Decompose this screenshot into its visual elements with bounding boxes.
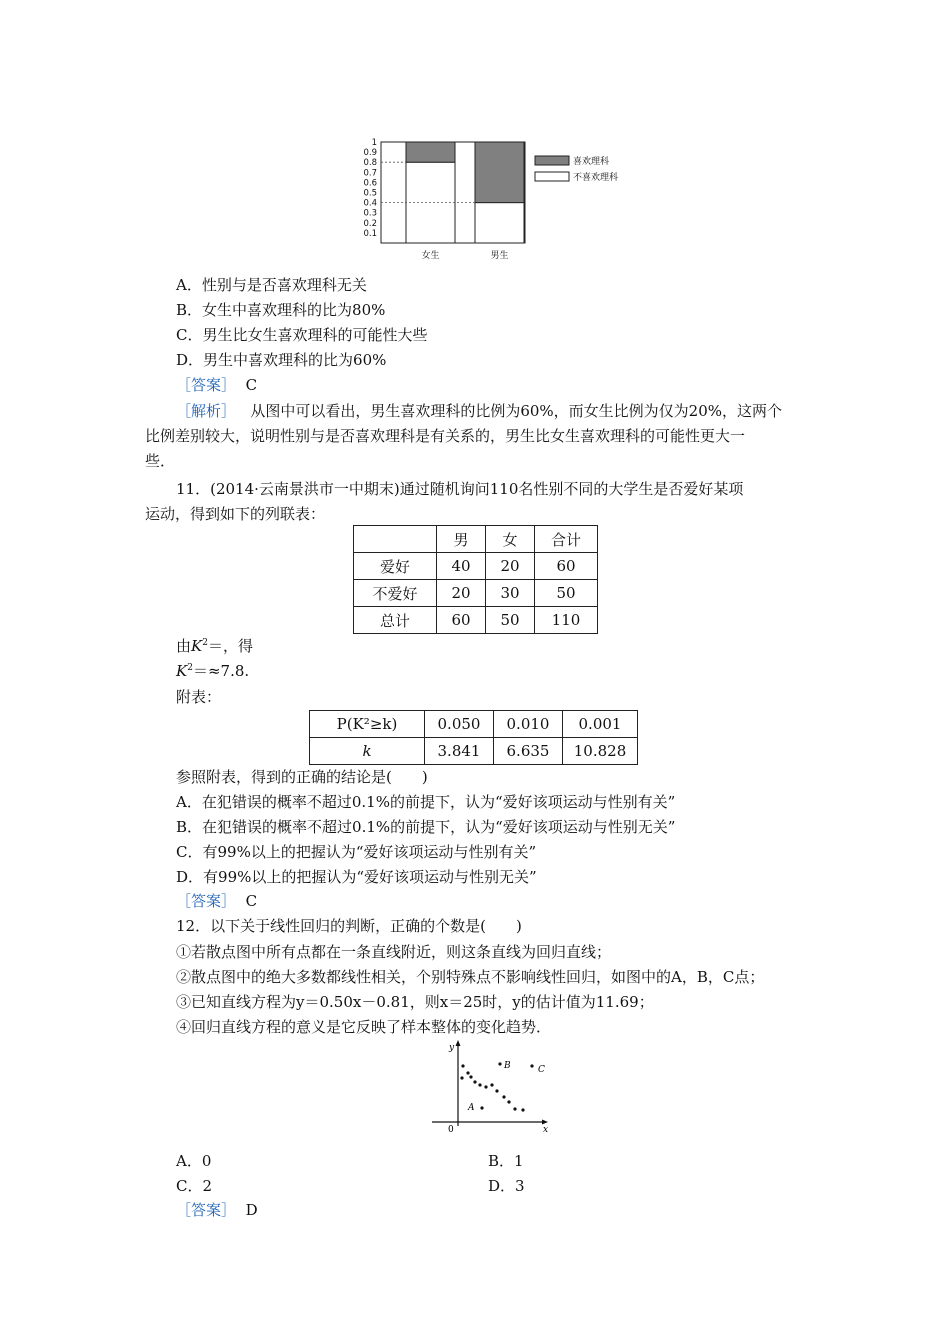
q12-option-b: B．1	[488, 1152, 524, 1170]
superscript: 2	[202, 638, 208, 648]
scatter-point	[507, 1100, 510, 1103]
table-row	[354, 580, 598, 607]
bar-liked	[406, 142, 455, 162]
q12-statement-4: ④回归直线方程的意义是它反映了样本整体的变化趋势．	[176, 1018, 552, 1036]
origin-label: 0	[448, 1125, 454, 1135]
y-tick-label: 0.3	[363, 208, 377, 219]
q12-option-a: A．0	[176, 1152, 212, 1170]
scatter-point	[484, 1085, 487, 1088]
table-cell: 0.001	[563, 711, 638, 738]
point-a-label: A	[468, 1103, 475, 1113]
answer-tag: ［答案］	[176, 892, 237, 910]
q11-stem-line-1: 11．(2014·云南景洪市一中期末)通过随机询问110名性别不同的大学生是否爱好某项	[176, 480, 744, 498]
table-cell: 不爱好	[354, 580, 437, 607]
y-tick-label: 0.1	[363, 228, 377, 239]
table-cell: 10.828	[563, 738, 638, 765]
table-cell: 20	[437, 580, 486, 607]
q12-stem: 12．以下关于线性回归的判断，正确的个数是( )	[176, 917, 522, 935]
y-tick-label: 1	[371, 138, 377, 148]
table-cell: P(K²≥k)	[310, 711, 425, 738]
table-cell: 6.635	[494, 738, 563, 765]
scatter-point	[495, 1089, 498, 1092]
q10-option-b: B．女生中喜欢理科的比为80%	[176, 301, 386, 319]
analysis-tag: ［解析］	[176, 402, 237, 420]
formula-line-1	[176, 636, 253, 656]
y-tick-label: 0.2	[363, 218, 377, 229]
q12-statement-1: ①若散点图中所有点都在一条直线附近，则这条直线为回归直线；	[176, 943, 612, 961]
scatter-point	[461, 1064, 464, 1067]
k-symbol: K	[191, 637, 203, 655]
y-tick-label: 0.8	[363, 158, 377, 169]
table-cell: 男	[437, 526, 486, 553]
y-axis-arrow	[456, 1040, 461, 1046]
table-cell: 60	[535, 553, 598, 580]
scatter-point-c	[530, 1064, 533, 1067]
formula-line-2	[176, 661, 249, 681]
q11-option-d: D．有99%以上的把握认为“爱好该项运动与性别无关”	[176, 868, 537, 886]
q11-answer	[176, 891, 257, 911]
q10-analysis-line-3: 些．	[145, 452, 176, 470]
q10-option-d: D．男生中喜欢理科的比为60%	[176, 351, 387, 369]
q12-option-c: C．2	[176, 1177, 213, 1195]
q10-analysis-line-2: 比例差别较大，说明性别与是否喜欢理科是有关系的，男生比女生喜欢理科的可能性更大一	[145, 427, 746, 445]
answer-value: C	[245, 892, 258, 910]
table-cell: 20	[486, 553, 535, 580]
k-label: k	[362, 742, 372, 760]
legend-swatch	[535, 172, 569, 181]
table-cell: 110	[535, 607, 598, 634]
q10-analysis-line-1	[176, 401, 782, 421]
y-tick-label: 0.9	[363, 148, 377, 159]
table-cell	[310, 738, 425, 765]
table-row	[310, 711, 638, 738]
table-row	[354, 553, 598, 580]
answer-value: C	[245, 376, 258, 394]
legend-label: 不喜欢理科	[573, 173, 619, 183]
scatter-point	[521, 1108, 524, 1111]
answer-value: D	[245, 1201, 258, 1219]
category-label: 男生	[490, 251, 509, 261]
y-tick-label: 0.4	[363, 198, 377, 209]
scatter-point	[502, 1095, 505, 1098]
table-cell: 50	[486, 607, 535, 634]
stacked-bar-chart	[355, 130, 645, 268]
table-cell: 0.050	[425, 711, 494, 738]
table-cell: 3.841	[425, 738, 494, 765]
q12-statement-2: ②散点图中的绝大多数都线性相关，个别特殊点不影响线性回归，如图中的A，B，C点；	[176, 968, 765, 986]
table-row	[354, 526, 598, 553]
q11-option-b: B．在犯错误的概率不超过0.1%的前提下，认为“爱好该项运动与性别无关”	[176, 818, 676, 836]
table-cell	[354, 526, 437, 553]
scatter-point	[473, 1080, 476, 1083]
answer-tag: ［答案］	[176, 1201, 237, 1219]
appendix-label: 附表：	[176, 688, 222, 706]
table-cell: 0.010	[494, 711, 563, 738]
table-cell: 总计	[354, 607, 437, 634]
scatter-point	[478, 1083, 481, 1086]
scatter-point-a	[480, 1106, 483, 1109]
point-b-label: B	[504, 1061, 511, 1071]
answer-tag: ［答案］	[176, 376, 237, 394]
probability-table	[309, 710, 638, 765]
y-tick-label: 0.7	[363, 168, 377, 179]
q11-option-a: A．在犯错误的概率不超过0.1%的前提下，认为“爱好该项运动与性别有关”	[176, 793, 676, 811]
table-cell: 40	[437, 553, 486, 580]
bar-not-liked	[475, 203, 524, 243]
scatter-point	[469, 1075, 472, 1078]
table-cell: 女	[486, 526, 535, 553]
scatter-point-b	[498, 1062, 501, 1065]
table-row	[354, 607, 598, 634]
q12-statement-3: ③已知直线方程为y＝0.50x－0.81，则x＝25时，y的估计值为11.69；	[176, 993, 654, 1011]
legend-label: 喜欢理科	[573, 157, 610, 167]
table-row	[310, 738, 638, 765]
q11-prompt: 参照附表，得到的正确的结论是( )	[176, 768, 428, 786]
table-cell: 30	[486, 580, 535, 607]
k-symbol: K	[176, 662, 188, 680]
table-cell: 50	[535, 580, 598, 607]
point-c-label: C	[538, 1065, 545, 1075]
q11-option-c: C．有99%以上的把握认为“爱好该项运动与性别有关”	[176, 843, 537, 861]
q11-stem-line-2: 运动，得到如下的列联表：	[145, 505, 326, 523]
y-tick-label: 0.6	[363, 178, 377, 189]
q10-answer	[176, 375, 257, 395]
scatter-point	[490, 1083, 493, 1086]
q10-option-a: A．性别与是否喜欢理科无关	[176, 276, 367, 294]
formula-suffix: ＝，得	[207, 637, 253, 655]
q10-option-c: C．男生比女生喜欢理科的可能性大些	[176, 326, 428, 344]
category-label: 女生	[421, 251, 440, 261]
superscript: 2	[187, 663, 193, 673]
x-axis-label: x	[543, 1125, 549, 1135]
y-axis-label: y	[449, 1043, 455, 1053]
formula-prefix: 由	[176, 637, 192, 655]
scatter-point	[466, 1071, 469, 1074]
y-tick-label: 0.5	[363, 188, 377, 199]
scatter-point	[460, 1076, 463, 1079]
q12-option-d: D．3	[488, 1177, 525, 1195]
formula-result: ＝≈7.8.	[192, 662, 250, 680]
scatter-plot	[428, 1040, 558, 1138]
bar-liked	[475, 142, 524, 203]
q12-answer	[176, 1200, 258, 1220]
legend-swatch	[535, 156, 569, 165]
analysis-text: 从图中可以看出，男生喜欢理科的比例为60%，而女生比例为仅为20%，这两个	[250, 402, 783, 420]
table-cell: 60	[437, 607, 486, 634]
table-cell: 合计	[535, 526, 598, 553]
contingency-table	[353, 525, 598, 634]
scatter-point	[513, 1107, 516, 1110]
x-axis-arrow	[542, 1120, 548, 1125]
table-cell: 爱好	[354, 553, 437, 580]
